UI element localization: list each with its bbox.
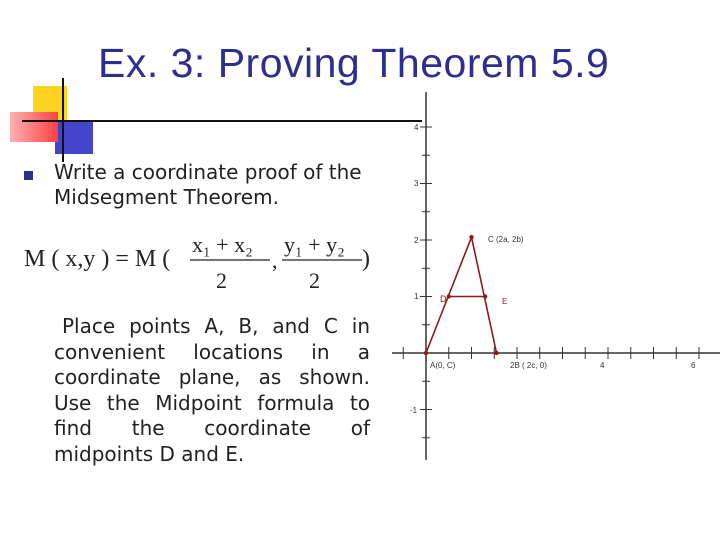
coordinate-graph [388, 92, 720, 464]
y-tick-label-1: 1 [414, 292, 419, 301]
point-label-d: D [440, 294, 447, 304]
point-label-a: A(0, C) [430, 361, 456, 370]
formula-denominator-y: 2 [309, 268, 320, 293]
bullet-marker [24, 171, 33, 180]
point-d [447, 294, 451, 298]
formula-comma: , [272, 248, 278, 273]
formula-numerator-x: x₁ + x₂ [192, 232, 253, 257]
bullet-text: Write a coordinate proof of the Midsegment Theorem. [54, 160, 362, 209]
formula-numerator-y: y₁ + y₂ [284, 232, 345, 257]
x-tick-label-4: 4 [600, 361, 605, 370]
point-e [483, 294, 487, 298]
y-tick-label-3: 3 [414, 179, 419, 188]
y-tick-label-2: 2 [414, 236, 419, 245]
point-c [469, 235, 473, 239]
point-label-e: E [502, 297, 508, 306]
slide-title: Ex. 3: Proving Theorem 5.9 [98, 40, 610, 86]
point-b [494, 351, 498, 355]
y-tick-label-neg1: -1 [410, 406, 418, 415]
formula-rparen: ) [362, 246, 370, 272]
x-tick-label-6: 6 [691, 361, 696, 370]
formula-lhs: M ( x,y ) = M ( [24, 246, 171, 272]
deco-blue-square [55, 120, 93, 154]
triangle-figure [424, 235, 499, 355]
instruction-paragraph [54, 314, 370, 467]
point-label-b: 2B ( 2c, 0) [510, 361, 547, 370]
instruction-text: Place points A, B, and C in convenient locations in a coordinate plane, as shown. Use the Midpoint formula to find the coordinate of midpoints D and E. [54, 314, 370, 466]
deco-horizontal-line [22, 120, 422, 122]
formula-denominator-x: 2 [216, 268, 227, 293]
point-label-c: C (2a, 2b) [488, 235, 524, 244]
midpoint-formula [24, 232, 384, 296]
deco-red-bar [10, 112, 58, 142]
point-a [424, 351, 428, 355]
y-tick-label-4: 4 [414, 123, 419, 132]
